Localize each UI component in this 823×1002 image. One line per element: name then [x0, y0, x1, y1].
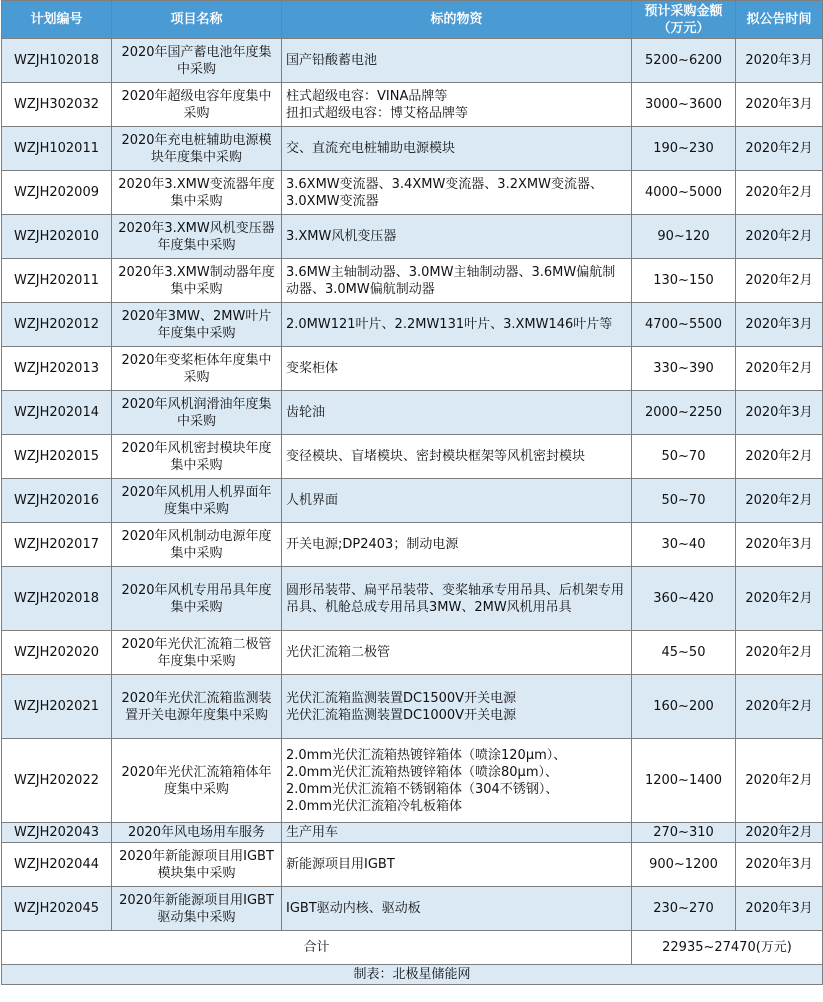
items-cell [282, 675, 632, 739]
date-cell: 2020年3月 [736, 887, 823, 931]
budget-cell: 50~70 [632, 479, 736, 523]
total-value: 22935~27470(万元) [632, 931, 823, 965]
budget-cell: 3000~3600 [632, 83, 736, 127]
items-cell [282, 391, 632, 435]
item-line: 2.0mm光伏汇流箱热镀锌箱体（喷涂120μm）、 [286, 747, 567, 763]
plan-no-cell: WZJH202043 [2, 823, 112, 843]
item-line: 2.0mm光伏汇流箱热镀锌箱体（喷涂80μm）、 [286, 764, 558, 780]
date-cell: 2020年3月 [736, 39, 823, 83]
budget-cell: 2000~2250 [632, 391, 736, 435]
table-row [2, 259, 823, 303]
item-line: 开关电源;DP2403；制动电源 [286, 537, 459, 552]
plan-no-cell: WZJH202044 [2, 843, 112, 887]
project-name-cell: 2020年风机专用吊具年度集中采购 [112, 567, 282, 631]
project-name-cell: 2020年3.XMW风机变压器年度集中采购 [112, 215, 282, 259]
table-row [2, 39, 823, 83]
header-budget: 预计采购金额（万元） [632, 1, 736, 39]
plan-no-cell: WZJH202021 [2, 675, 112, 739]
procurement-table [1, 0, 823, 985]
header-project: 项目名称 [112, 1, 282, 39]
item-line: 生产用车 [286, 825, 339, 840]
items-cell [282, 347, 632, 391]
items-cell [282, 83, 632, 127]
items-cell [282, 171, 632, 215]
plan-no-cell: WZJH202014 [2, 391, 112, 435]
plan-no-cell: WZJH202017 [2, 523, 112, 567]
budget-cell: 190~230 [632, 127, 736, 171]
budget-cell: 1200~1400 [632, 739, 736, 823]
items-cell [282, 127, 632, 171]
item-line: 齿轮油 [286, 405, 326, 420]
header-plan-no: 计划编号 [2, 1, 112, 39]
table-row [2, 303, 823, 347]
date-cell: 2020年2月 [736, 127, 823, 171]
table-row [2, 435, 823, 479]
item-line: 交、直流充电桩辅助电源模块 [286, 141, 456, 156]
project-name-cell: 2020年风机密封模块年度集中采购 [112, 435, 282, 479]
plan-no-cell: WZJH302032 [2, 83, 112, 127]
items-cell [282, 739, 632, 823]
budget-cell: 5200~6200 [632, 39, 736, 83]
table-row [2, 631, 823, 675]
budget-cell: 360~420 [632, 567, 736, 631]
item-line: 光伏汇流箱二极管 [286, 645, 391, 660]
date-cell: 2020年3月 [736, 391, 823, 435]
date-cell: 2020年2月 [736, 215, 823, 259]
project-name-cell: 2020年风电场用车服务 [112, 823, 282, 843]
budget-cell: 50~70 [632, 435, 736, 479]
plan-no-cell: WZJH202022 [2, 739, 112, 823]
plan-no-cell: WZJH202012 [2, 303, 112, 347]
header-date: 拟公告时间 [736, 1, 823, 39]
table-row [2, 391, 823, 435]
budget-cell: 90~120 [632, 215, 736, 259]
budget-cell: 160~200 [632, 675, 736, 739]
table-row [2, 479, 823, 523]
project-name-cell: 2020年光伏汇流箱箱体年度集中采购 [112, 739, 282, 823]
plan-no-cell: WZJH202045 [2, 887, 112, 931]
items-cell [282, 303, 632, 347]
plan-no-cell: WZJH202010 [2, 215, 112, 259]
item-line: 2.0MW121叶片、2.2MW131叶片、3.XMW146叶片等 [286, 317, 613, 332]
date-cell: 2020年2月 [736, 171, 823, 215]
project-name-cell: 2020年3.XMW制动器年度集中采购 [112, 259, 282, 303]
date-cell: 2020年2月 [736, 479, 823, 523]
plan-no-cell: WZJH102018 [2, 39, 112, 83]
table-row [2, 347, 823, 391]
plan-no-cell: WZJH202020 [2, 631, 112, 675]
project-name-cell: 2020年国产蓄电池年度集中采购 [112, 39, 282, 83]
items-cell [282, 215, 632, 259]
budget-cell: 330~390 [632, 347, 736, 391]
date-cell: 2020年2月 [736, 675, 823, 739]
project-name-cell: 2020年新能源项目用IGBT驱动集中采购 [112, 887, 282, 931]
project-name-cell: 2020年光伏汇流箱监测装置开关电源年度集中采购 [112, 675, 282, 739]
project-name-cell: 2020年光伏汇流箱二极管年度集中采购 [112, 631, 282, 675]
budget-cell: 130~150 [632, 259, 736, 303]
item-line: 国产铅酸蓄电池 [286, 53, 378, 68]
items-cell [282, 823, 632, 843]
item-line: 光伏汇流箱监测装置DC1000V开关电源 [286, 707, 517, 723]
item-line: 圆形吊装带、扁平吊装带、变桨轴承专用吊具、后机架专用吊具、机舱总成专用吊具3MW、2MW风机用吊具 [286, 582, 625, 615]
date-cell: 2020年2月 [736, 823, 823, 843]
project-name-cell: 2020年3.XMW变流器年度集中采购 [112, 171, 282, 215]
project-name-cell: 2020年风机润滑油年度集中采购 [112, 391, 282, 435]
budget-cell: 900~1200 [632, 843, 736, 887]
item-line: 2.0mm光伏汇流箱不锈钢箱体（304不锈钢）、 [286, 781, 559, 797]
budget-cell: 45~50 [632, 631, 736, 675]
plan-no-cell: WZJH202018 [2, 567, 112, 631]
date-cell: 2020年2月 [736, 567, 823, 631]
plan-no-cell: WZJH202011 [2, 259, 112, 303]
project-name-cell: 2020年3MW、2MW叶片年度集中采购 [112, 303, 282, 347]
table-row [2, 567, 823, 631]
items-cell [282, 843, 632, 887]
items-cell [282, 567, 632, 631]
budget-cell: 230~270 [632, 887, 736, 931]
date-cell: 2020年2月 [736, 631, 823, 675]
date-cell: 2020年3月 [736, 843, 823, 887]
item-line: 新能源项目用IGBT [286, 857, 395, 872]
items-cell [282, 39, 632, 83]
table-row [2, 83, 823, 127]
date-cell: 2020年2月 [736, 739, 823, 823]
items-cell [282, 523, 632, 567]
items-cell [282, 479, 632, 523]
plan-no-cell: WZJH202015 [2, 435, 112, 479]
table-row [2, 739, 823, 823]
date-cell: 2020年3月 [736, 523, 823, 567]
item-line: 扭扣式超级电容：博艾格品牌等 [286, 105, 469, 121]
items-cell [282, 631, 632, 675]
date-cell: 2020年2月 [736, 435, 823, 479]
plan-no-cell: WZJH202009 [2, 171, 112, 215]
items-cell [282, 887, 632, 931]
project-name-cell: 2020年变桨柜体年度集中采购 [112, 347, 282, 391]
budget-cell: 30~40 [632, 523, 736, 567]
item-line: 2.0mm光伏汇流箱冷轧板箱体 [286, 798, 463, 814]
budget-cell: 4000~5000 [632, 171, 736, 215]
date-cell: 2020年3月 [736, 303, 823, 347]
item-line: 柱式超级电容：VINA品牌等 [286, 88, 448, 104]
plan-no-cell: WZJH202013 [2, 347, 112, 391]
project-name-cell: 2020年新能源项目用IGBT模块集中采购 [112, 843, 282, 887]
items-cell [282, 435, 632, 479]
table-row [2, 127, 823, 171]
project-name-cell: 2020年充电桩辅助电源模块年度集中采购 [112, 127, 282, 171]
table-row [2, 523, 823, 567]
total-label: 合计 [2, 931, 632, 965]
item-line: 人机界面 [286, 493, 339, 508]
table-row [2, 887, 823, 931]
project-name-cell: 2020年风机制动电源年度集中采购 [112, 523, 282, 567]
table-body [2, 39, 823, 931]
item-line: 变径模块、盲堵模块、密封模块框架等风机密封模块 [286, 449, 586, 464]
item-line: 3.6XMW变流器、3.4XMW变流器、3.2XMW变流器、3.0XMW变流器 [286, 176, 603, 209]
table-row [2, 675, 823, 739]
item-line: 3.6MW主轴制动器、3.0MW主轴制动器、3.6MW偏航制动器、3.0MW偏航制动器 [286, 264, 616, 297]
item-line: 3.XMW风机变压器 [286, 229, 397, 244]
plan-no-cell: WZJH102011 [2, 127, 112, 171]
project-name-cell: 2020年风机用人机界面年度集中采购 [112, 479, 282, 523]
table-row [2, 171, 823, 215]
table-footer: 制表：北极星储能网 [2, 965, 823, 985]
date-cell: 2020年3月 [736, 83, 823, 127]
budget-cell: 270~310 [632, 823, 736, 843]
budget-cell: 4700~5500 [632, 303, 736, 347]
table-row [2, 215, 823, 259]
project-name-cell: 2020年超级电容年度集中采购 [112, 83, 282, 127]
date-cell: 2020年2月 [736, 347, 823, 391]
table-row [2, 823, 823, 843]
table-row [2, 843, 823, 887]
plan-no-cell: WZJH202016 [2, 479, 112, 523]
date-cell: 2020年2月 [736, 259, 823, 303]
item-line: IGBT驱动内核、驱动板 [286, 901, 421, 916]
item-line: 变桨柜体 [286, 361, 339, 376]
items-cell [282, 259, 632, 303]
item-line: 光伏汇流箱监测装置DC1500V开关电源 [286, 690, 517, 706]
header-items: 标的物资 [282, 1, 632, 39]
